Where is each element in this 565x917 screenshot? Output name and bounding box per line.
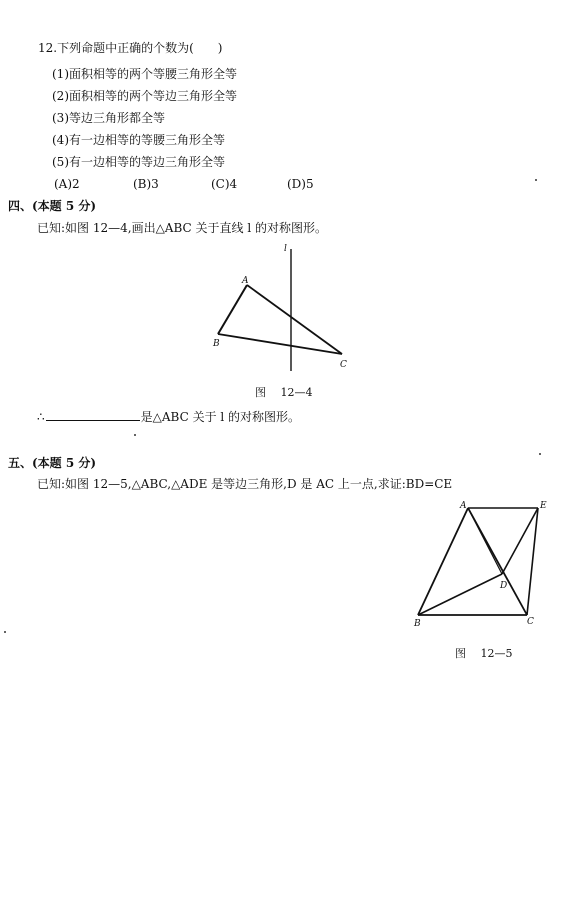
question-12-statement-3: (3)等边三角形都全等 bbox=[52, 111, 165, 125]
section-4-answer-line bbox=[37, 410, 300, 424]
label-e: E bbox=[540, 501, 547, 511]
question-12-statement-5: (5)有一边相等的等边三角形全等 bbox=[52, 155, 225, 169]
label-c: C bbox=[340, 360, 347, 370]
segment-bd bbox=[418, 574, 502, 615]
side-ab bbox=[418, 508, 468, 615]
section-4-given: 已知:如图 12—4,画出△ABC 关于直线 l 的对称图形。 bbox=[37, 221, 327, 235]
figure-12-5-caption: 图 12—5 bbox=[455, 647, 513, 660]
scan-speck bbox=[4, 631, 6, 633]
scan-speck bbox=[134, 434, 136, 436]
label-c: C bbox=[527, 617, 534, 627]
answer-blank[interactable] bbox=[46, 420, 140, 421]
side-ad bbox=[468, 508, 502, 574]
side-ab bbox=[218, 285, 247, 334]
figure-12-4 bbox=[205, 243, 365, 378]
question-12-option-a: (A)2 bbox=[54, 177, 80, 191]
label-b: B bbox=[213, 339, 220, 349]
question-12-option-d: (D)5 bbox=[287, 177, 314, 191]
section-4-answer-text: 是△ABC 关于 l 的对称图形。 bbox=[140, 410, 301, 424]
figure-12-5 bbox=[408, 498, 558, 633]
figure-12-4-caption: 图 12—4 bbox=[255, 386, 313, 399]
section-5-given: 已知:如图 12—5,△ABC,△ADE 是等边三角形,D 是 AC 上一点,求证:BD=CE bbox=[37, 477, 453, 491]
label-a: A bbox=[242, 276, 249, 286]
side-bc bbox=[218, 334, 342, 354]
therefore-symbol: ∴ bbox=[37, 410, 45, 424]
question-12-stem: 12.下列命题中正确的个数为( ) bbox=[38, 41, 223, 55]
label-d: D bbox=[500, 581, 508, 591]
section-4-heading: 四、(本题 5 分) bbox=[8, 199, 97, 213]
question-12-statement-2: (2)面积相等的两个等边三角形全等 bbox=[52, 89, 237, 103]
question-12-statement-4: (4)有一边相等的等腰三角形全等 bbox=[52, 133, 225, 147]
label-l: l bbox=[284, 244, 287, 254]
question-12-option-c: (C)4 bbox=[211, 177, 238, 191]
question-12-statement-1: (1)面积相等的两个等腰三角形全等 bbox=[52, 67, 237, 81]
scan-speck bbox=[535, 179, 537, 181]
section-5-heading: 五、(本题 5 分) bbox=[8, 456, 97, 470]
label-a: A bbox=[460, 501, 467, 511]
label-b: B bbox=[414, 619, 421, 629]
question-12-option-b: (B)3 bbox=[133, 177, 159, 191]
side-ac bbox=[247, 285, 342, 354]
scan-speck bbox=[539, 453, 541, 455]
